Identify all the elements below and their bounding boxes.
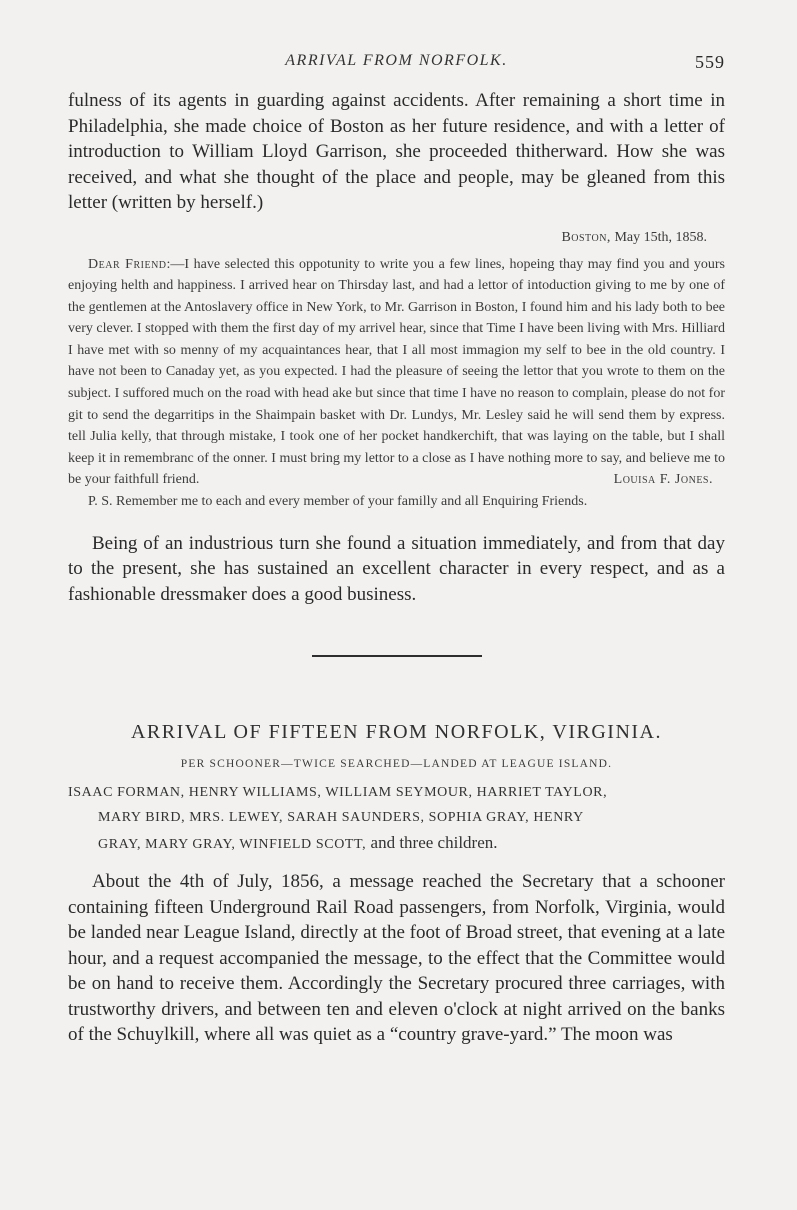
page-number: 559 [695, 52, 725, 72]
section-title: ARRIVAL OF FIFTEEN FROM NORFOLK, VIRGINIA. [130, 721, 662, 744]
opening-paragraph: fulness of its agents in guarding against accidents. After remaining a short time in Philadelphia, she made choice of Boston as her future residence, and with a letter of introduction to William Lloyd Garrison, she proceeded thitherward. How she was received, and what she thought of the place and people, may be gleaned from this letter (written by herself.) [68, 90, 725, 213]
names-line-3-text: GRAY, MARY GRAY, WINFIELD SCOTT, [98, 837, 367, 853]
section-divider [312, 655, 482, 657]
names-line-2: MARY BIRD, MRS. LEWEY, SARAH SAUNDERS, SOPHIA GRAY, HENRY [98, 810, 584, 826]
letter-dateline [68, 230, 707, 246]
page-body [68, 88, 725, 1048]
letter-signature: Louisa F. Jones. [613, 472, 713, 488]
names-end: and three children. [366, 833, 498, 853]
section-subtitle: PER SCHOONER—TWICE SEARCHED—LANDED AT LEAGUE ISLAND. [180, 758, 613, 771]
letter-body [68, 254, 725, 492]
names-line-1: ISAAC FORMAN, HENRY WILLIAMS, WILLIAM SEYMOUR, HARRIET TAYLOR, [68, 785, 608, 801]
names-line-3 [68, 830, 725, 857]
letter-postscript: P. S. Remember me to each and every member of your familly and all Enquiring Friends. [88, 494, 588, 510]
running-head: ARRIVAL FROM NORFOLK. [285, 52, 508, 69]
page-header [68, 52, 725, 82]
letter-date: May 15th, 1858. [610, 229, 707, 245]
narrative-paragraph: About the 4th of July, 1856, a message reached the Secretary that a schooner containing fifteen Underground Rail Road passengers, from Norfolk, Virginia, would be landed near League Island, directly at the foot of Broad street, that evening at a late hour, and a request accompanied the message, to the effect that the Committee would be on hand to receive them. Accordingly the Secretary procured three carriages, with trustworthy drivers, and between ten and eleven o'clock at night arrived on the banks of the Schuylkill, where all was quiet as a “country grave-yard.” The moon was [68, 871, 725, 1046]
closing-paragraph: Being of an industrious turn she found a situation immediately, and from that day to the present, she has sustained an excellent character in every respect, and as a fashionable dressmaker does a good business. [68, 532, 725, 605]
passenger-names [68, 780, 725, 857]
letter-place: Boston, [561, 229, 611, 245]
letter-salutation: Dear Friend [88, 256, 167, 272]
letter-text: :—I have selected this oppotunity to write you a few lines, hopeing thay may find you and yours enjoying helth and happiness. I arrived hear on Thirsday last, and had a lettor of intoduction giving to me by one of the gentlemen at the Antoslavery office in New York, to Mr. Garrison in Boston, I found him and his lady both to bee very clever. I stopped with them the first day of my arrivel hear, since that Time I have been living with Mrs. Hilliard I have met with so menny of my acquaintances hear, that I all most immagion my self to bee in the old country. I have not been to Canaday yet, as you expected. I had the pleasure of seeing the lettor that you wrote to them on the subject. I suffored much on the road with head ake but since that time I have no reason to complain, please do not for git to send the degarritips in the Shaimpain basket with Dr. Lundys, Mr. Lesley said he will send them by express. tell Julia kelly, that through mistake, I took one of her pocket handkerchift, that was laying on the table, but I shall keep it in remembranc of the onner. I must bring my lettor to a close as I have nothing more to say, and believe me to be your faithfull friend. [68, 256, 725, 488]
